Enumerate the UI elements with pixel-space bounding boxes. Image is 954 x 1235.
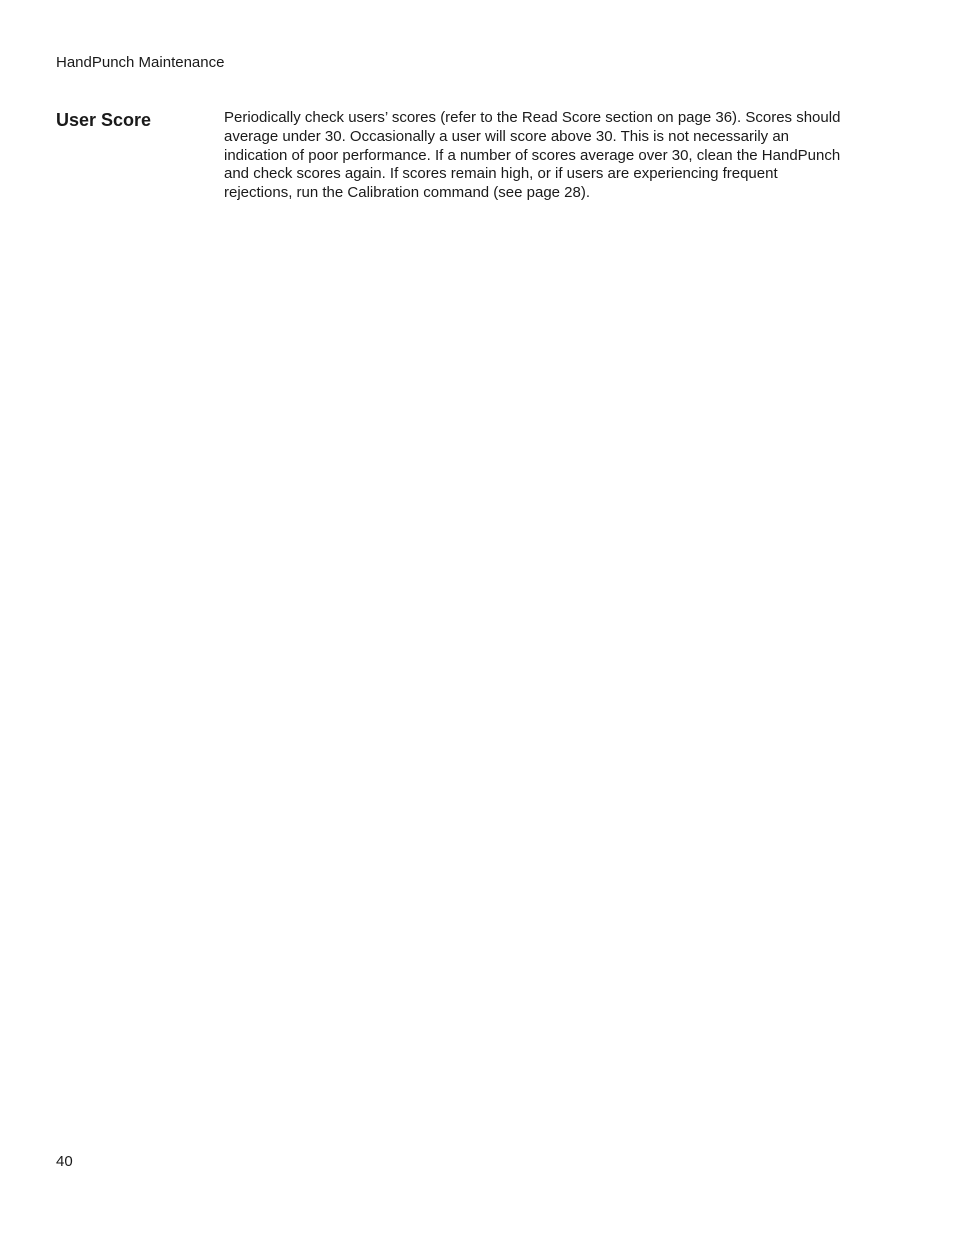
section-body-paragraph: Periodically check users’ scores (refer to the Read Score section on page 36). Scores should average under 30. Occasionally a user will score above 30. This is not necessarily an indication of poor performance. If a number of scores average over 30, clean the HandPunch and check scores again. If scores remain high, or if users are experiencing frequent rejections, run the Calibration command (see page 28). [224,109,841,202]
running-header: HandPunch Maintenance [56,54,225,71]
section-heading: User Score [56,110,152,130]
page-number: 40 [56,1153,73,1170]
